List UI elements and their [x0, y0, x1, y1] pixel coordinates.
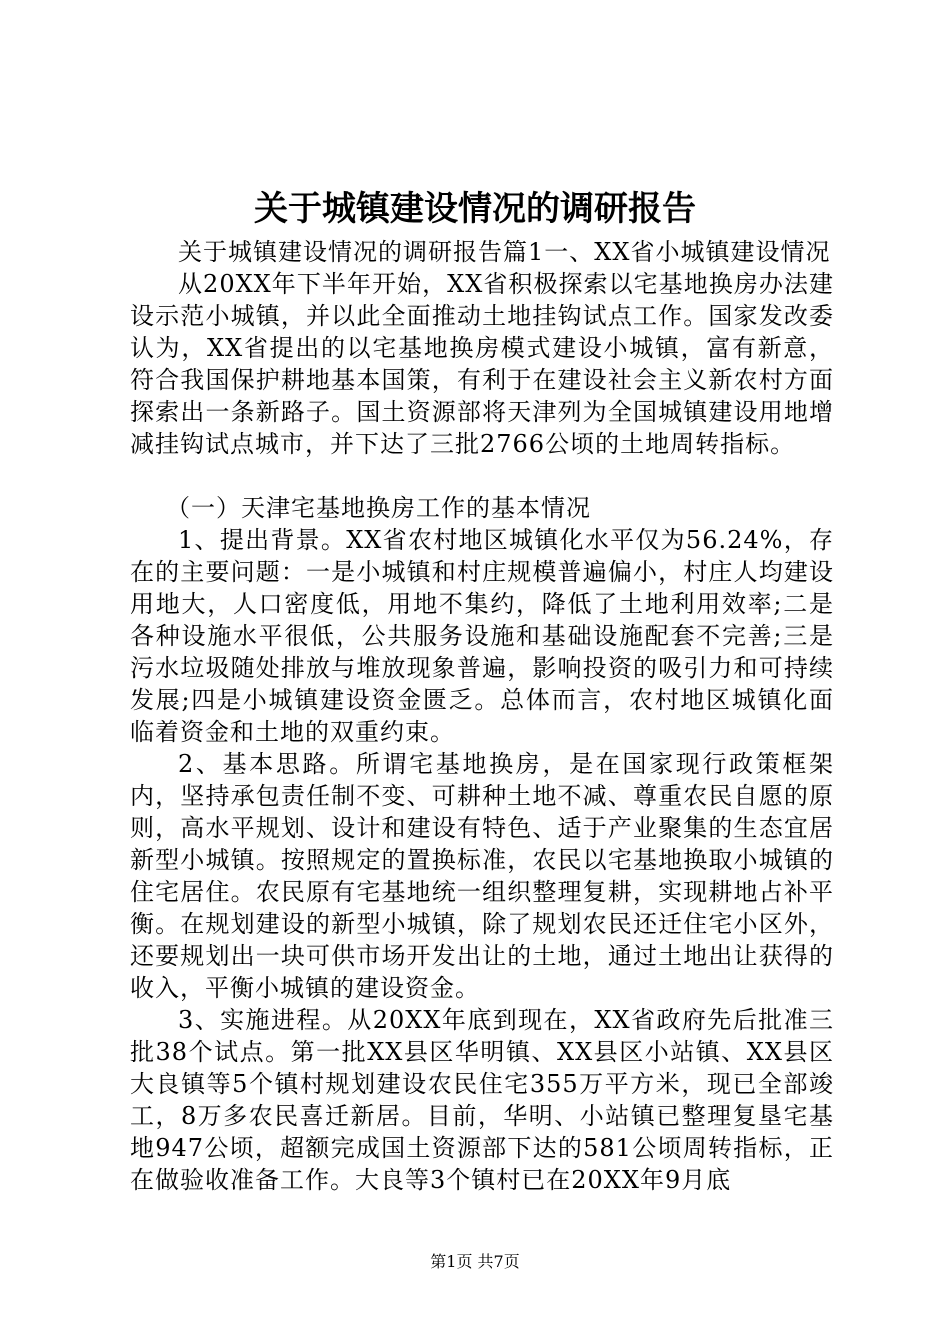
document-body: [130, 236, 834, 1196]
section-heading: （一）天津宅基地换房工作的基本情况: [166, 494, 591, 522]
paragraph-progress: 3、实施进程。从20XX年底到现在，XX省政府先后批准三批38个试点。第一批XX县区华明镇、XX县区小站镇、XX县区大良镇等5个镇村规划建设农民住宅355万平方米，现已全部竣工，8万多农民喜迁新居。目前，华明、小站镇已整理复垦宅基地947公顷，超额完成国土资源部下达的581公顷周转指标，正在做验收准备工作。大良等3个镇村已在20XX年9月底: [130, 1006, 834, 1194]
page-number-footer: 第1页 共7页: [430, 1252, 520, 1271]
paragraph-overview: 从20XX年下半年开始，XX省积极探索以宅基地换房办法建设示范小城镇，并以此全面推动土地挂钩试点工作。国家发改委认为，XX省提出的以宅基地换房模式建设小城镇，富有新意，符合我国保护耕地基本国策，有利于在建设社会主义新农村方面探索出一条新路子。国土资源部将天津列为全国城镇建设用地增减挂钩试点城市，并下达了三批2766公顷的土地周转指标。: [130, 270, 834, 458]
paragraph-intro: 关于城镇建设情况的调研报告篇1一、XX省小城镇建设情况: [178, 238, 831, 266]
paragraph-approach: 2、基本思路。所谓宅基地换房，是在国家现行政策框架内，坚持承包责任制不变、可耕种土地不减、尊重农民自愿的原则，高水平规划、设计和建设有特色、适于产业聚集的生态宜居新型小城镇。按照规定的置换标准，农民以宅基地换取小城镇的住宅居住。农民原有宅基地统一组织整理复耕，实现耕地占补平衡。在规划建设的新型小城镇，除了规划农民还迁住宅小区外，还要规划出一块可供市场开发出让的土地，通过土地出让获得的收入，平衡小城镇的建设资金。: [130, 750, 834, 1002]
document-title: 关于城镇建设情况的调研报告: [254, 189, 696, 229]
paragraph-background: 1、提出背景。XX省农村地区城镇化水平仅为56.24%，存在的主要问题：一是小城镇和村庄规模普遍偏小，村庄人均建设用地大，人口密度低，用地不集约，降低了土地利用效率;二是各种设施水平很低，公共服务设施和基础设施配套不完善;三是污水垃圾随处排放与堆放现象普遍，影响投资的吸引力和可持续发展;四是小城镇建设资金匮乏。总体而言，农村地区城镇化面临着资金和土地的双重约束。: [130, 526, 834, 746]
